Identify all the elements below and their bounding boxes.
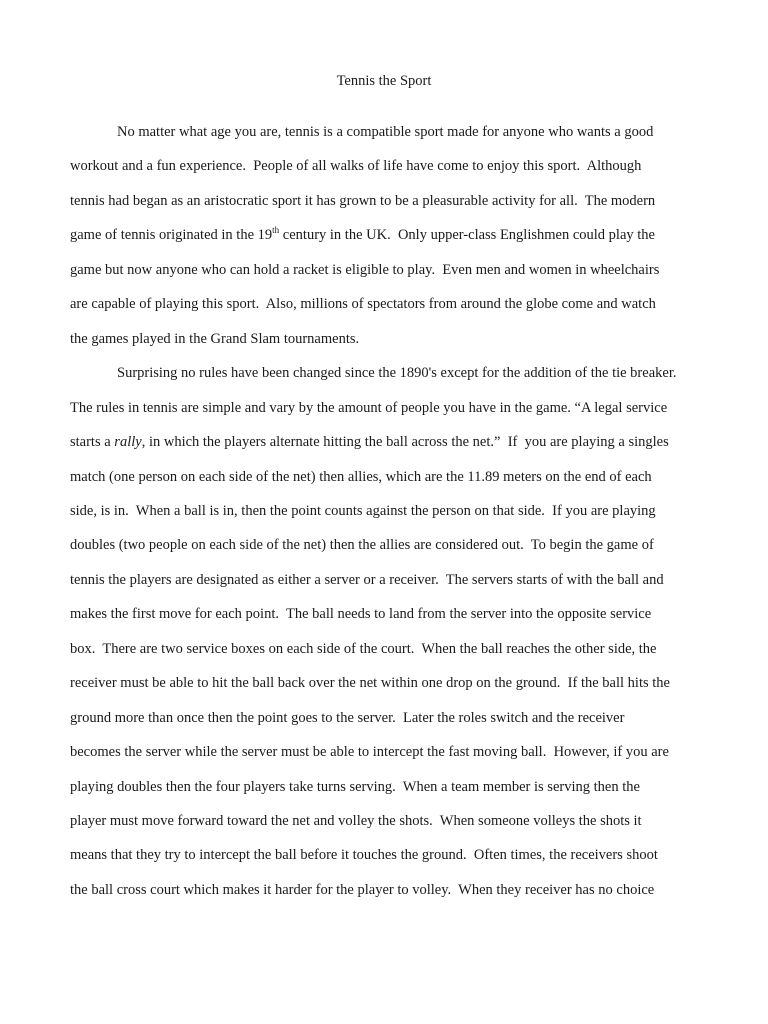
text-segment: becomes the server while the server must be able to intercept the fast moving ball. However, if you are (70, 744, 669, 761)
text-line (70, 501, 656, 521)
text-line (70, 329, 359, 349)
document-title: Tennis the Sport (336, 73, 432, 89)
italic-text: rally (114, 434, 142, 451)
text-line (70, 845, 658, 865)
text-line (70, 639, 657, 659)
text-segment: game but now anyone who can hold a racket is eligible to play. Even men and women in wheelchairs (70, 261, 660, 278)
text-segment: player must move forward toward the net and volley the shots. When someone volleys the shots it (70, 813, 642, 829)
text-segment: tennis had began as an aristocratic sport it has grown to be a pleasurable activity for all. The modern (70, 192, 656, 209)
text-line (70, 811, 642, 831)
text-segment: ground more than once then the point goes to the server. Later the roles switch and the receiver (70, 709, 625, 726)
text-segment: are capable of playing this sport. Also, millions of spectators from around the globe come and watch (70, 296, 656, 313)
text-line (117, 122, 653, 142)
text-line (70, 432, 669, 452)
text-segment: No matter what age you are, tennis is a compatible sport made for anyone who wants a good (117, 124, 654, 140)
text-segment: , in which the players alternate hitting the ball across the net.” If you are playing a singles (141, 434, 669, 451)
text-line (70, 294, 656, 314)
text-line (70, 191, 655, 211)
text-segment: the ball cross court which makes it harder for the player to volley. When they receiver has no choice (70, 881, 655, 898)
text-line (70, 673, 670, 693)
text-line (70, 535, 654, 555)
text-segment: makes the first move for each point. The ball needs to land from the server into the opposite service (70, 606, 652, 623)
text-segment: starts a (70, 434, 115, 451)
text-line (70, 467, 652, 487)
superscript: th (272, 225, 280, 236)
text-line (70, 742, 669, 762)
text-segment: means that they try to intercept the ball before it touches the ground. Often times, the receivers shoot (70, 847, 658, 864)
text-line (70, 708, 624, 728)
text-line (70, 260, 659, 280)
text-segment: game of tennis originated in the 19 (70, 227, 273, 244)
text-segment: box. There are two service boxes on each side of the court. When the ball reaches the other side, the (70, 640, 657, 657)
text-line (70, 604, 651, 624)
text-segment: match (one person on each side of the net) then allies, which are the 11.89 meters on the end of each (70, 468, 652, 485)
text-line (117, 363, 676, 383)
text-line (70, 880, 654, 900)
text-line (70, 225, 655, 245)
text-segment: tennis the players are designated as either a server or a receiver. The servers starts of with the ball and (70, 571, 664, 588)
text-segment: century in the UK. Only upper-class Englishmen could play the (279, 227, 655, 244)
text-segment: side, is in. When a ball is in, then the point counts against the person on that side. If you are playing (70, 502, 656, 519)
text-segment: playing doubles then the four players take turns serving. When a team member is serving then the (70, 778, 640, 795)
text-segment: workout and a fun experience. People of all walks of life have come to enjoy this sport. Although (70, 158, 642, 175)
text-segment: doubles (two people on each side of the net) then the allies are considered out. To begin the game of (70, 537, 654, 554)
text-line (70, 156, 641, 176)
text-segment: The rules in tennis are simple and vary by the amount of people you have in the game. “A legal service (70, 399, 668, 416)
text-line (70, 398, 667, 418)
text-segment: receiver must be able to hit the ball back over the net within one drop on the ground. If the ball hits the (70, 675, 670, 692)
text-line (70, 777, 640, 797)
text-segment: Surprising no rules have been changed since the 1890's except for the addition of the tie breaker. (117, 365, 677, 382)
text-segment: the games played in the Grand Slam tournaments. (70, 330, 360, 347)
text-line (70, 570, 664, 590)
